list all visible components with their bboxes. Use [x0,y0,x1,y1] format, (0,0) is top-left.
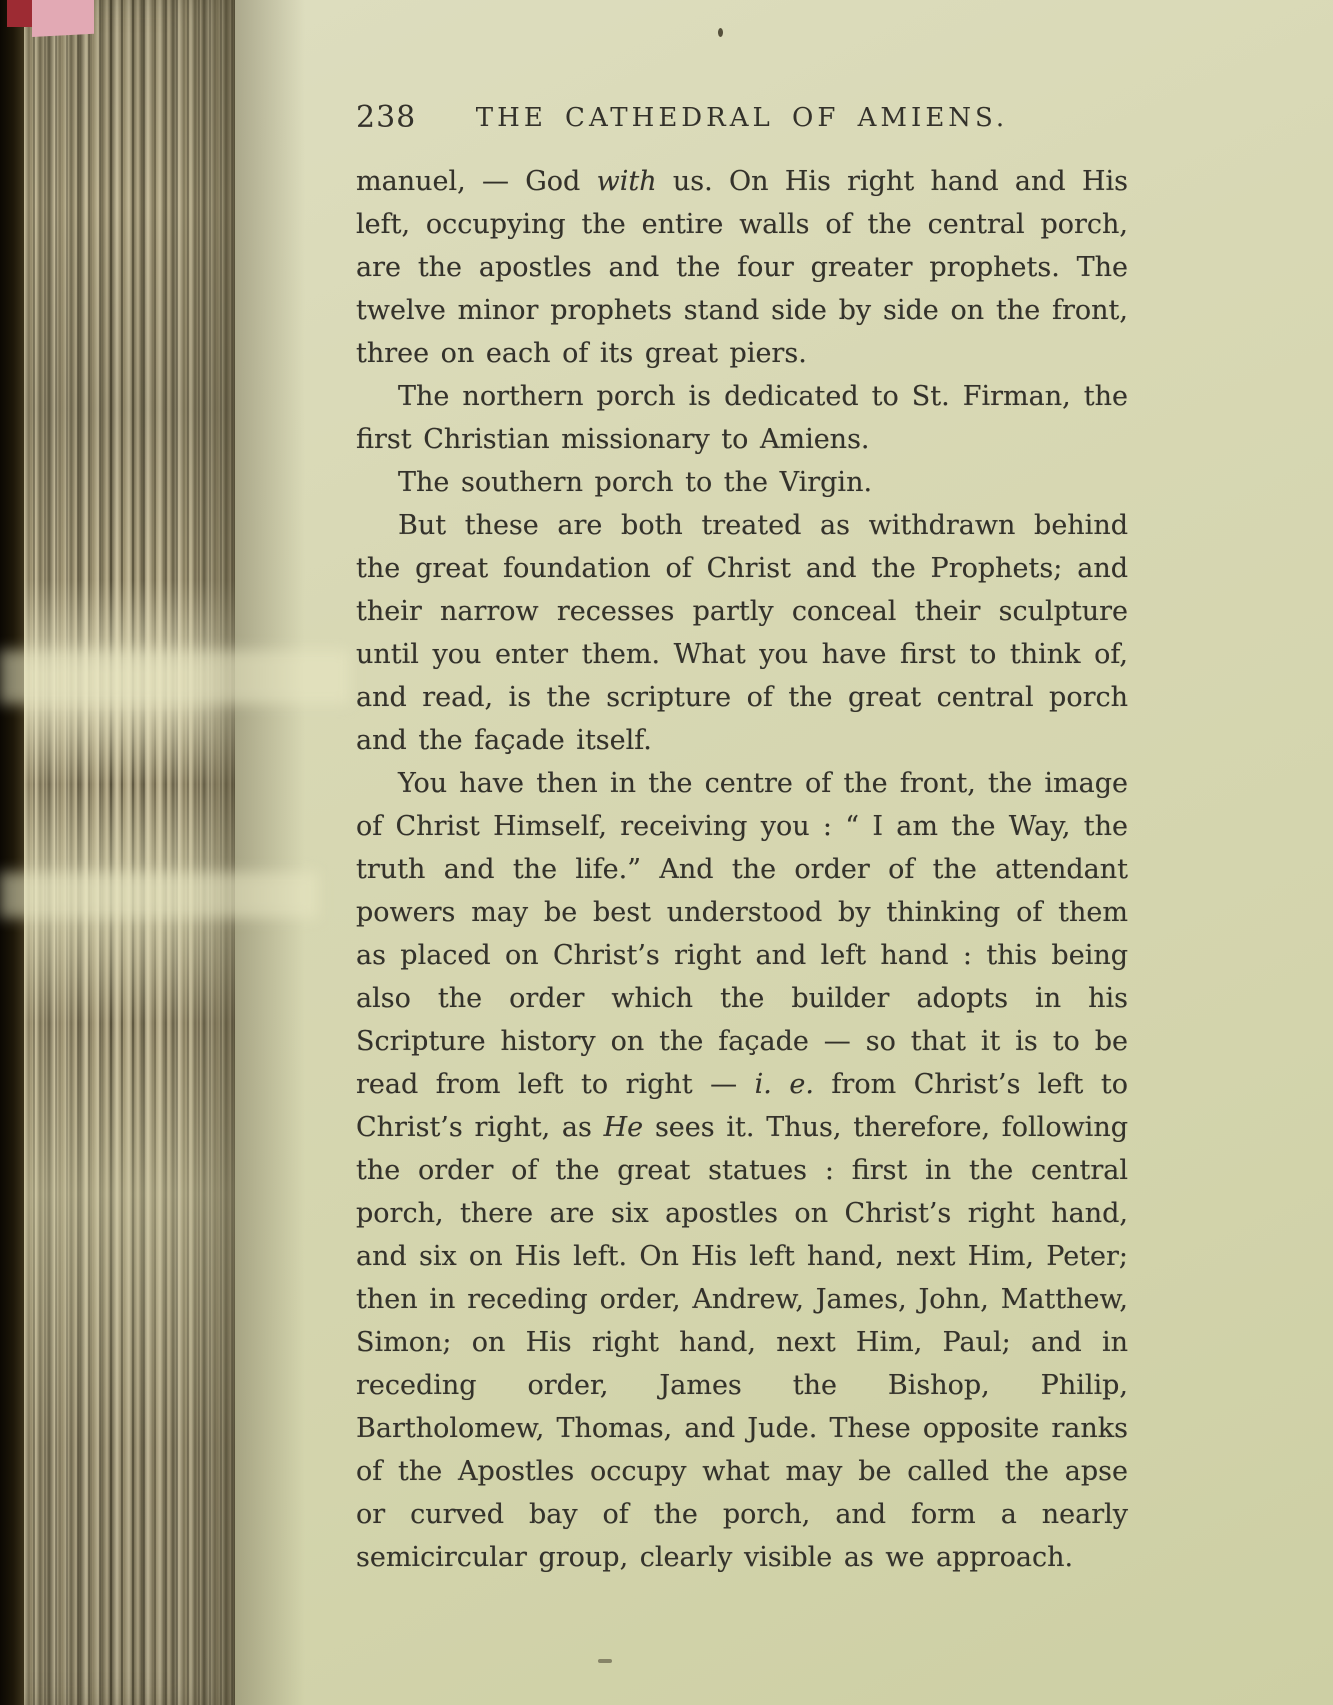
paragraph [356,762,1128,1579]
italic-text-run: with [596,166,657,197]
paragraph [356,375,1128,461]
page-number: 238 [356,100,417,135]
text-run: us. On His right hand and His left, occupying the entire walls of the central porch, are the apostles and the four greater prophets. The twelve minor prophets stand side by side on the front, three on each of its great piers. [356,166,1129,369]
text-run: You have then in the centre of the front, the image of Christ Himself, receiving you : “ I am the Way, the truth and the life.” And the order of the attendant powers may be best understood by thinking of them as placed on Christ’s right and left hand : this being also the order which the builder adopts in his Scripture history on the façade — so that it is to be read from left to right — [356,768,1128,1100]
pink-corner-mark [32,0,94,37]
scan-speck [598,1659,612,1663]
italic-text-run: He [603,1112,644,1143]
body-text [356,160,1128,1579]
paragraph [356,461,1128,504]
text-run: from Christ’s left to Christ’s right, as [356,1069,1128,1143]
text-run: The southern porch to the Virgin. [398,467,873,498]
italic-text-run: i. e. [754,1069,814,1100]
red-corner-mark [7,0,34,27]
paragraph [356,160,1128,375]
text-run: manuel, — God [356,166,597,197]
book-spine-page-edges [0,0,235,1705]
running-title: THE CATHEDRAL OF AMIENS. [475,103,1009,133]
spine-dark-edge [0,0,24,1705]
text-run: But these are both treated as withdrawn behind the great foundation of Christ and the Prophets; and their narrow recesses partly conceal their sculpture until you enter them. What you have first to think of, and read, is the scripture of the great central porch and the façade itself. [356,510,1128,756]
text-run: sees it. Thus, therefore, following the order of the great statues : first in the central porch, there are six apostles on Christ’s right hand, and six on His left. On His left hand, next Him, Peter; then in receding order, Andrew, James, John, Matthew, Simon; on His right hand, next Him, Paul; and in receding order, James the Bishop, Philip, Bartholomew, Thomas, and Jude. These opposite ranks of the Apostles occupy what may be called the apse or curved bay of the porch, and form a nearly semicircular group, clearly visible as we approach. [356,1112,1128,1573]
page-content [356,100,1128,1579]
text-run: The northern porch is dedicated to St. Firman, the first Christian missionary to Amiens. [356,381,1128,455]
paragraph [356,504,1128,762]
page-header [356,100,1128,144]
scan-speck [718,28,723,37]
